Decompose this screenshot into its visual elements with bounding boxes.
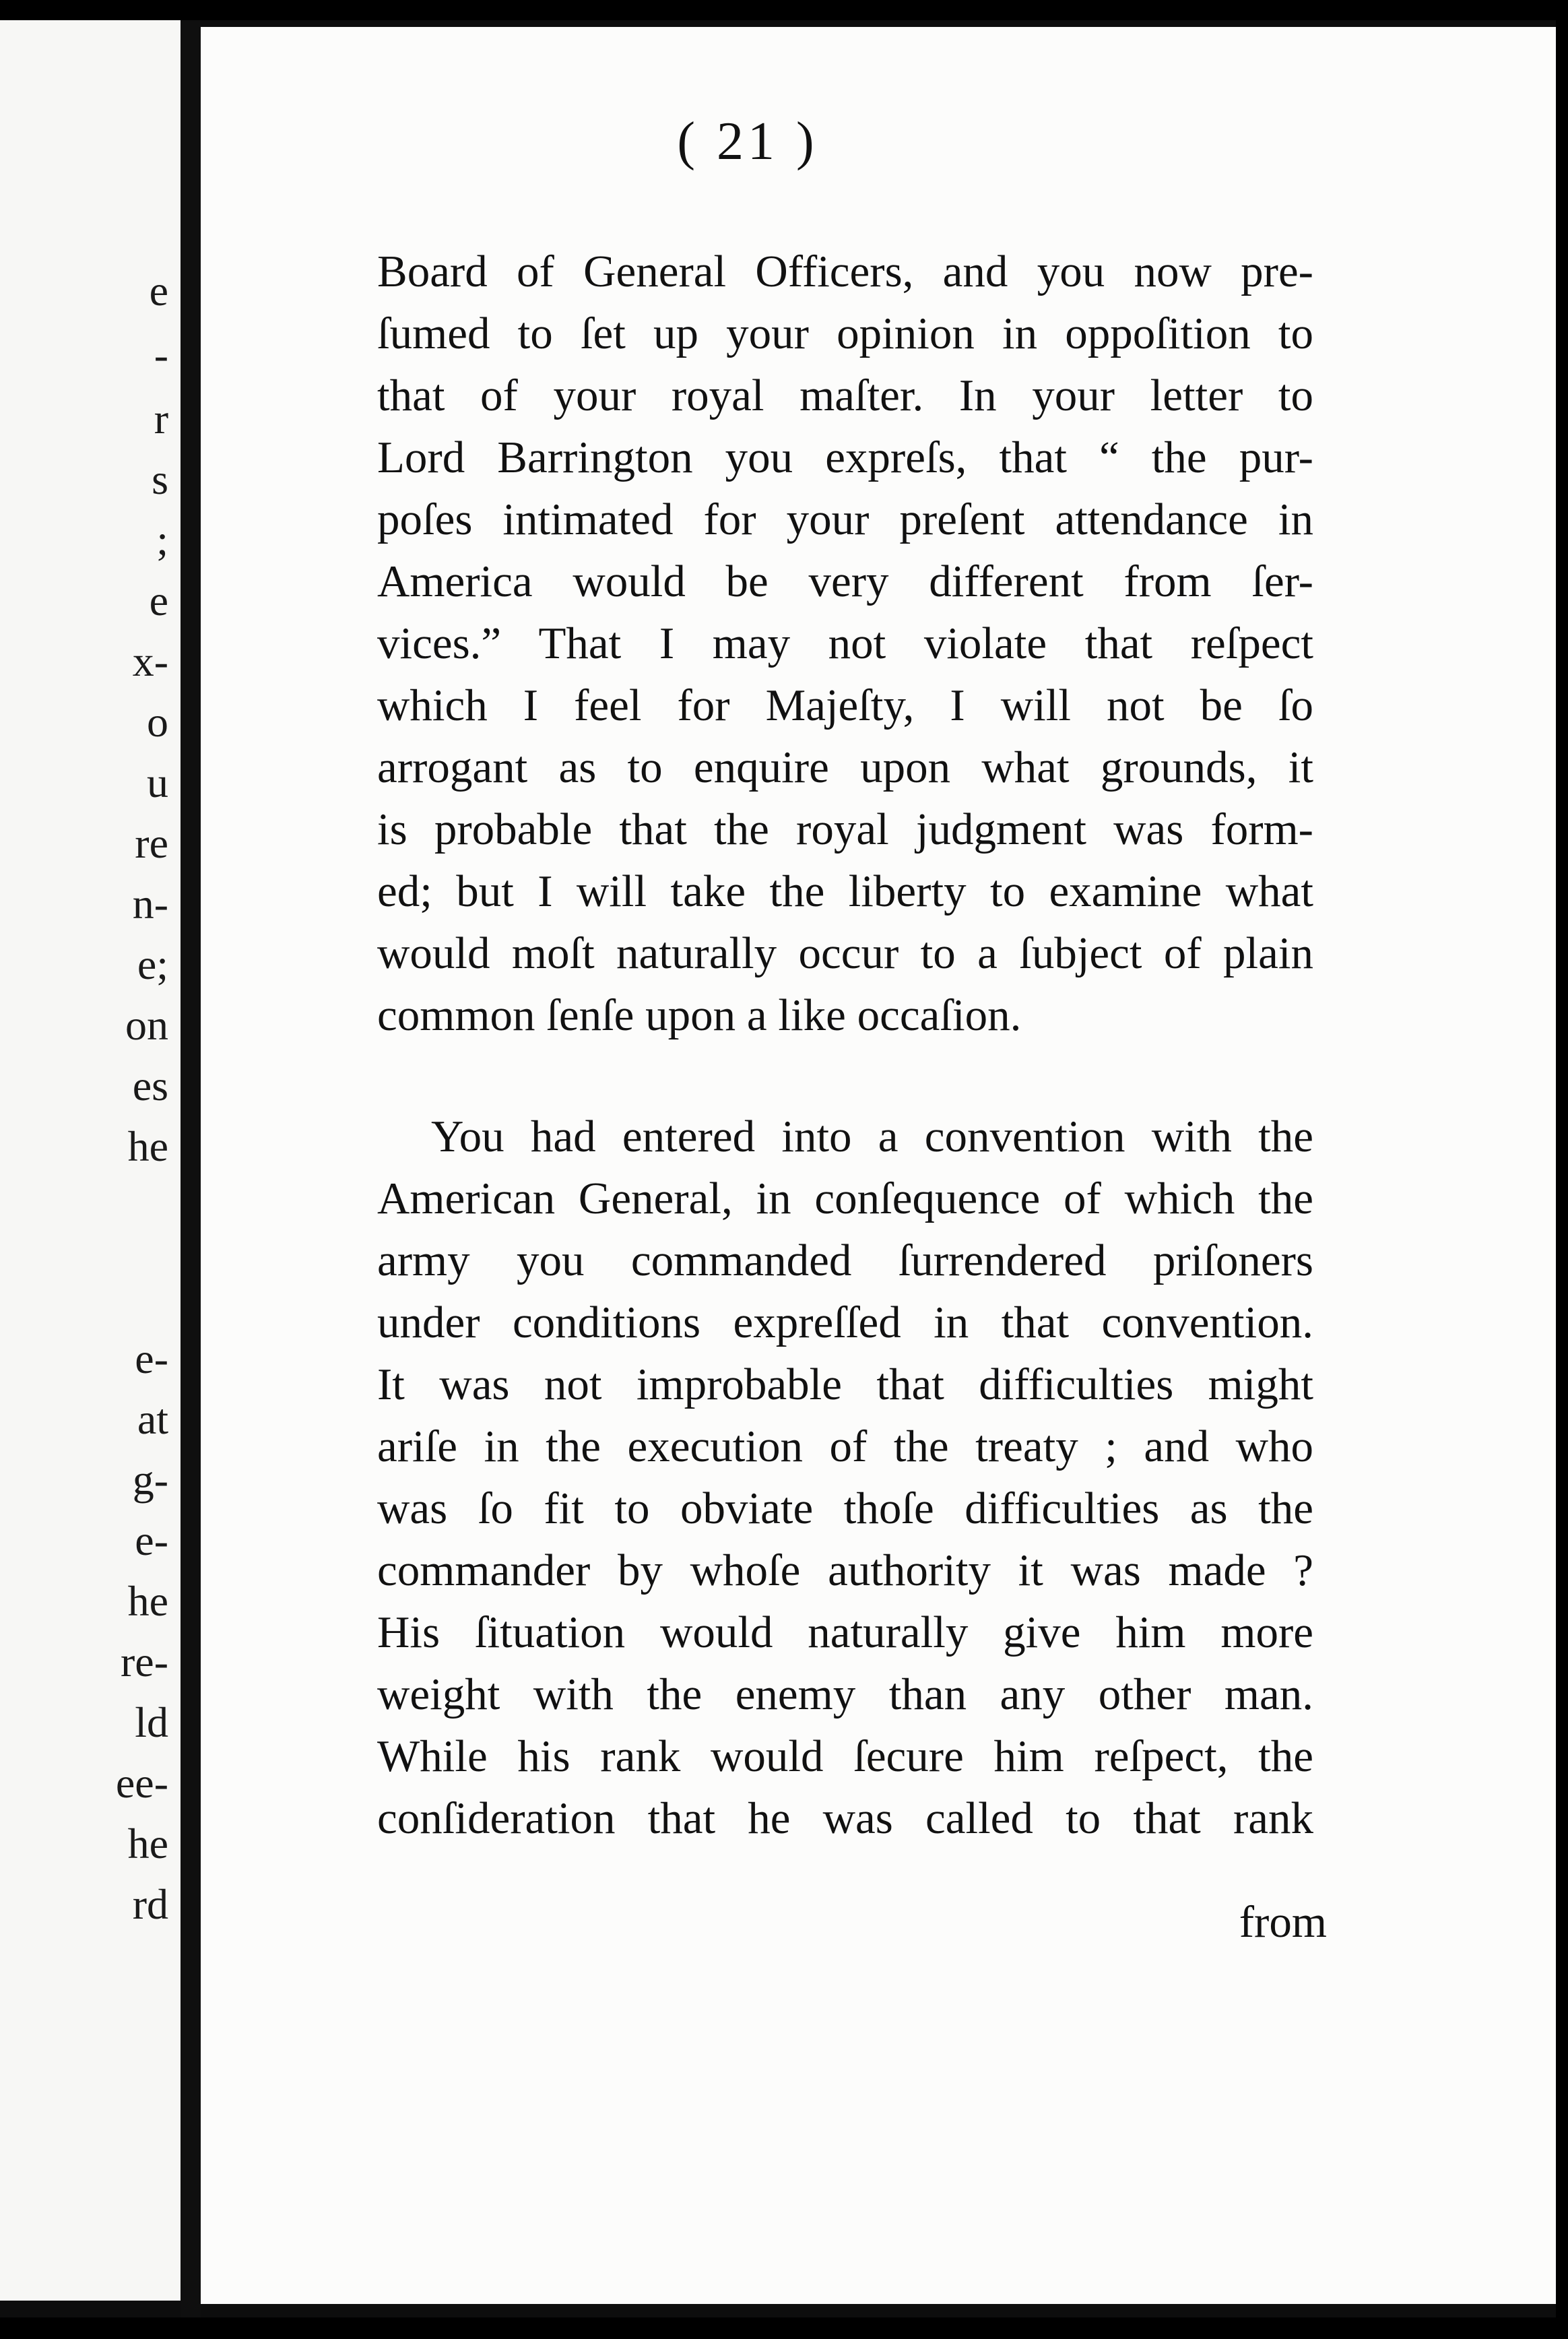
left-fragment: e-: [135, 1335, 168, 1382]
left-fragment: -: [154, 331, 168, 379]
left-fragment: rd: [132, 1880, 168, 1928]
left-fragment: g-: [132, 1456, 168, 1504]
left-fragment: u: [147, 759, 168, 806]
text-line: ſumed to ſet up your opinion in oppoſition to: [377, 309, 1313, 358]
left-fragment: re: [135, 819, 168, 867]
text-line: was ſo fit to obviate thoſe difficulties as the: [377, 1483, 1313, 1533]
left-fragment: r: [154, 395, 168, 443]
page-right: [201, 27, 1556, 2304]
left-fragment: s: [152, 455, 168, 503]
text-line: would moſt naturally occur to a ſubject of plain: [377, 928, 1313, 978]
page-number: ( 21 ): [677, 112, 818, 171]
text-line: weight with the enemy than any other man.: [377, 1669, 1313, 1719]
left-fragment: ;: [156, 516, 168, 564]
text-line: While his rank would ſecure him reſpect, the: [377, 1731, 1313, 1781]
text-line: Lord Barrington you expreſs, that “ the pur-: [377, 432, 1313, 482]
text-line: It was not improbable that difficulties might: [377, 1359, 1313, 1409]
left-fragment: he: [127, 1577, 168, 1625]
scan-border-top: [0, 0, 1568, 20]
text-line: conſideration that he was called to that rank: [377, 1793, 1313, 1843]
text-line: is probable that the royal judgment was form-: [377, 804, 1313, 854]
text-line: ariſe in the execution of the treaty ; and who: [377, 1421, 1313, 1471]
text-line: common ſenſe upon a like occaſion.: [377, 990, 1022, 1040]
left-fragment: e: [149, 577, 168, 624]
text-line: arrogant as to enquire upon what grounds, it: [377, 742, 1313, 792]
left-fragment: n-: [132, 880, 168, 928]
left-fragment: es: [132, 1062, 168, 1110]
left-fragment: e;: [137, 940, 168, 988]
left-fragment: he: [127, 1122, 168, 1170]
text-line: America would be very different from ſer-: [377, 556, 1313, 606]
text-line: American General, in conſequence of which the: [377, 1174, 1313, 1223]
text-line: You had entered into a convention with the: [431, 1112, 1313, 1161]
left-fragment: ee-: [115, 1759, 168, 1807]
text-line: which I feel for Majeſty, I will not be ſo: [377, 680, 1313, 730]
text-line: His ſituation would naturally give him more: [377, 1607, 1313, 1657]
catchword: from: [1239, 1897, 1327, 1947]
text-line: that of your royal maſter. In your letter to: [377, 371, 1313, 420]
facing-page-left: [0, 20, 181, 2301]
text-line: poſes intimated for your preſent attendance in: [377, 494, 1313, 544]
left-fragment: ld: [135, 1698, 168, 1746]
left-fragment: x-: [132, 637, 168, 685]
left-fragment: he: [127, 1820, 168, 1867]
text-line: under conditions expreſſed in that convention.: [377, 1297, 1313, 1347]
book-gutter: [181, 20, 201, 2317]
left-fragment: re-: [120, 1638, 168, 1686]
left-fragment: e: [149, 267, 168, 315]
text-line: Board of General Officers, and you now pre-: [377, 247, 1313, 296]
scan-border-right: [1556, 0, 1568, 2339]
scan-border-bottom: [0, 2317, 1568, 2339]
left-fragment: o: [147, 698, 168, 746]
text-line: vices.” That I may not violate that reſpect: [377, 618, 1313, 668]
text-line: ed; but I will take the liberty to examine what: [377, 866, 1313, 916]
left-fragment: at: [137, 1395, 168, 1443]
text-line: commander by whoſe authority it was made ?: [377, 1545, 1313, 1595]
left-fragment: on: [125, 1001, 168, 1049]
left-fragment: e-: [135, 1516, 168, 1564]
text-line: army you commanded ſurrendered priſoners: [377, 1236, 1313, 1285]
